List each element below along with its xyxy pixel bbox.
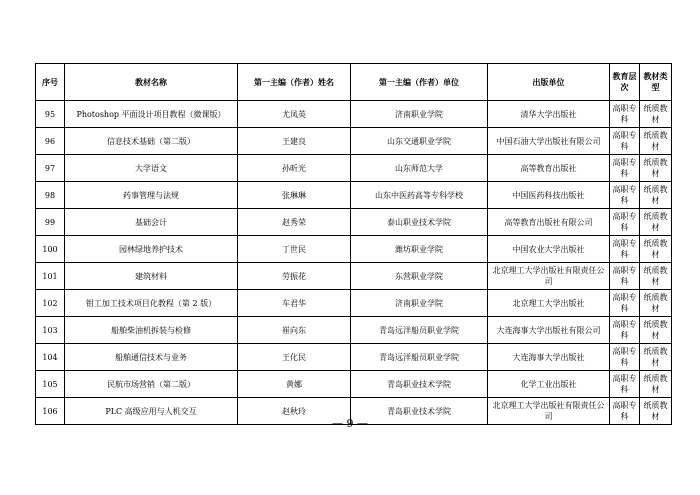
header-unit: 第一主编（作者）单位 — [351, 64, 488, 101]
cell-no: 106 — [36, 398, 65, 425]
cell-no: 98 — [36, 182, 65, 209]
cell-no: 103 — [36, 317, 65, 344]
cell-publisher: 清华大学出版社 — [488, 101, 610, 128]
cell-level: 高职专科 — [610, 290, 640, 317]
cell-editor: 黄娜 — [238, 371, 351, 398]
cell-type: 纸质教材 — [640, 209, 672, 236]
cell-type: 纸质教材 — [640, 371, 672, 398]
cell-unit: 青岛远洋船员职业学院 — [351, 317, 488, 344]
page-number: — 9 — — [332, 417, 368, 430]
cell-level: 高职专科 — [610, 101, 640, 128]
cell-no: 101 — [36, 263, 65, 290]
cell-unit: 泰山职业技术学院 — [351, 209, 488, 236]
cell-type: 纸质教材 — [640, 236, 672, 263]
cell-publisher: 高等教育出版社 — [488, 155, 610, 182]
header-publisher: 出版单位 — [488, 64, 610, 101]
cell-unit: 青岛职业技术学院 — [351, 371, 488, 398]
cell-title: 园林绿地养护技术 — [65, 236, 238, 263]
cell-type: 纸质教材 — [640, 398, 672, 425]
cell-title: 船舶柴油机拆装与检修 — [65, 317, 238, 344]
cell-no: 105 — [36, 371, 65, 398]
cell-type: 纸质教材 — [640, 344, 672, 371]
cell-title: 民航市场营销（第二版） — [65, 371, 238, 398]
cell-no: 104 — [36, 344, 65, 371]
cell-publisher: 北京理工大学出版社有限责任公司 — [488, 263, 610, 290]
cell-level: 高职专科 — [610, 317, 640, 344]
cell-editor: 尤凤英 — [238, 101, 351, 128]
cell-type: 纸质教材 — [640, 182, 672, 209]
cell-unit: 济南职业学院 — [351, 290, 488, 317]
cell-unit: 潍坊职业学院 — [351, 236, 488, 263]
cell-no: 100 — [36, 236, 65, 263]
header-level: 教育层次 — [610, 64, 640, 101]
cell-publisher: 化学工业出版社 — [488, 371, 610, 398]
cell-publisher: 北京理工大学出版社有限责任公司 — [488, 398, 610, 425]
cell-unit: 山东交通职业学院 — [351, 128, 488, 155]
textbook-table — [35, 63, 672, 425]
cell-title: PLC 高级应用与人机交互 — [65, 398, 238, 425]
header-editor: 第一主编（作者）姓名 — [238, 64, 351, 101]
cell-publisher: 中国农业大学出版社 — [488, 236, 610, 263]
table-row — [36, 317, 672, 344]
table-row — [36, 344, 672, 371]
cell-level: 高职专科 — [610, 371, 640, 398]
table-row — [36, 236, 672, 263]
header-no: 序号 — [36, 64, 65, 101]
cell-editor: 崔向东 — [238, 317, 351, 344]
cell-type: 纸质教材 — [640, 101, 672, 128]
cell-unit: 东营职业学院 — [351, 263, 488, 290]
cell-unit: 青岛远洋船员职业学院 — [351, 344, 488, 371]
cell-level: 高职专科 — [610, 182, 640, 209]
table-row — [36, 371, 672, 398]
cell-level: 高职专科 — [610, 398, 640, 425]
cell-title: 大学语文 — [65, 155, 238, 182]
cell-no: 97 — [36, 155, 65, 182]
cell-unit: 山东师范大学 — [351, 155, 488, 182]
cell-title: 钳工加工技术项目化教程（第 2 版） — [65, 290, 238, 317]
table-row — [36, 182, 672, 209]
cell-editor: 车君华 — [238, 290, 351, 317]
cell-editor: 赵秀荣 — [238, 209, 351, 236]
cell-title: 船舶通信技术与业务 — [65, 344, 238, 371]
cell-type: 纸质教材 — [640, 290, 672, 317]
cell-type: 纸质教材 — [640, 317, 672, 344]
cell-publisher: 中国石油大学出版社有限公司 — [488, 128, 610, 155]
cell-publisher: 中国医药科技出版社 — [488, 182, 610, 209]
cell-no: 99 — [36, 209, 65, 236]
cell-type: 纸质教材 — [640, 263, 672, 290]
textbook-table-sheet — [35, 63, 671, 425]
cell-editor: 王化民 — [238, 344, 351, 371]
cell-level: 高职专科 — [610, 209, 640, 236]
cell-editor: 赵秋玲 — [238, 398, 351, 425]
cell-level: 高职专科 — [610, 344, 640, 371]
table-row — [36, 209, 672, 236]
cell-title: 药事管理与法规 — [65, 182, 238, 209]
cell-title: 信息技术基础（第二版） — [65, 128, 238, 155]
cell-level: 高职专科 — [610, 263, 640, 290]
table-row — [36, 263, 672, 290]
cell-editor: 孙昕光 — [238, 155, 351, 182]
cell-editor: 劳振花 — [238, 263, 351, 290]
cell-unit: 山东中医药高等专科学校 — [351, 182, 488, 209]
cell-unit: 济南职业学院 — [351, 101, 488, 128]
cell-level: 高职专科 — [610, 155, 640, 182]
cell-title: 建筑材料 — [65, 263, 238, 290]
cell-publisher: 大连海事大学出版社有限公司 — [488, 317, 610, 344]
cell-publisher: 高等教育出版社有限公司 — [488, 209, 610, 236]
cell-publisher: 北京理工大学出版社 — [488, 290, 610, 317]
cell-title: Photoshop 平面设计项目教程（微课版） — [65, 101, 238, 128]
cell-type: 纸质教材 — [640, 128, 672, 155]
cell-level: 高职专科 — [610, 128, 640, 155]
cell-publisher: 大连海事大学出版社 — [488, 344, 610, 371]
cell-editor: 丁世民 — [238, 236, 351, 263]
cell-level: 高职专科 — [610, 236, 640, 263]
cell-editor: 王建良 — [238, 128, 351, 155]
cell-unit: 青岛职业技术学院 — [351, 398, 488, 425]
table-header-row — [36, 64, 672, 101]
cell-title: 基础会计 — [65, 209, 238, 236]
cell-no: 96 — [36, 128, 65, 155]
table-row — [36, 101, 672, 128]
table-row — [36, 290, 672, 317]
cell-type: 纸质教材 — [640, 155, 672, 182]
table-row — [36, 128, 672, 155]
header-type: 教材类型 — [640, 64, 672, 101]
cell-no: 95 — [36, 101, 65, 128]
cell-no: 102 — [36, 290, 65, 317]
header-title: 教材名称 — [65, 64, 238, 101]
cell-editor: 张琳琳 — [238, 182, 351, 209]
table-row — [36, 155, 672, 182]
